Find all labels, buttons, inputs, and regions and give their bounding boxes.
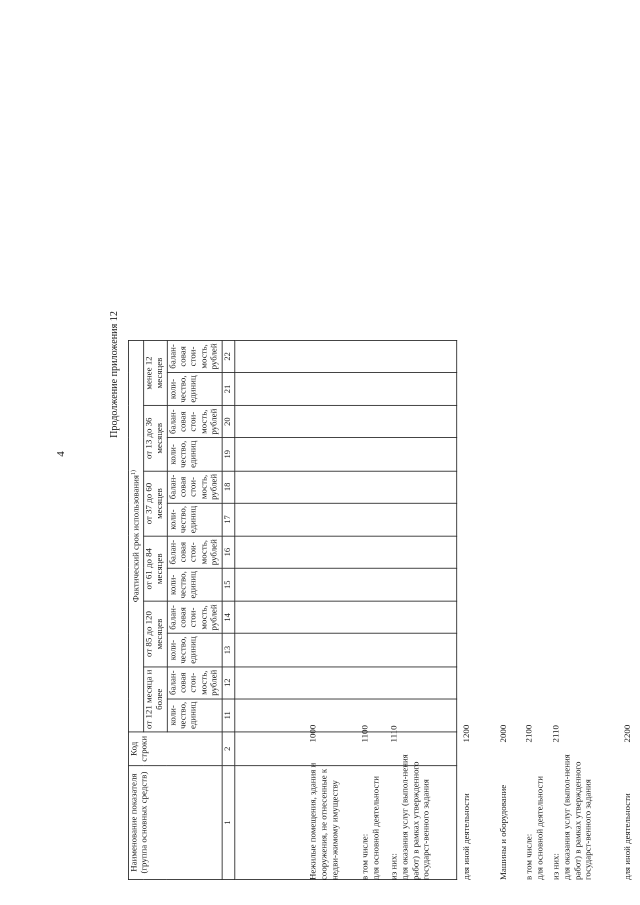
body-column — [234, 601, 456, 633]
subheader-quantity: коли- чество, единиц — [167, 699, 222, 732]
column-number: 22 — [222, 340, 235, 372]
row-code: 2110 — [551, 725, 561, 743]
period-header: от 37 до 60 месяцев — [144, 471, 167, 536]
subheader-quantity: коли- чество, единиц — [167, 503, 222, 536]
body-column — [234, 536, 456, 568]
row-name: для иной деятельности — [623, 793, 633, 880]
column-number: 21 — [222, 372, 235, 405]
subheader-value: балан- совая стои- мость, рублей — [167, 340, 222, 372]
body-column — [234, 340, 456, 372]
header-name-cell — [128, 766, 221, 880]
row-name: Нежилые помещения, здания и сооружения, не отнесенные к недви-жимому имуществу — [308, 762, 340, 880]
period-header: от 85 до 120 месяцев — [144, 601, 167, 666]
column-number: 13 — [222, 633, 235, 666]
appendix-note: Продолжение приложения 12 — [107, 311, 120, 438]
subheader-quantity: коли- чество, единиц — [167, 438, 222, 471]
body-column — [234, 372, 456, 405]
body-column — [234, 471, 456, 503]
body-column — [234, 667, 456, 699]
column-number: 11 — [222, 699, 235, 732]
column-number: 16 — [222, 536, 235, 568]
row-code: 2200 — [623, 724, 633, 743]
column-number: 12 — [222, 667, 235, 699]
column-number: 15 — [222, 568, 235, 601]
column-number: 1 — [222, 766, 235, 880]
column-number: 18 — [222, 471, 235, 503]
body-column — [234, 406, 456, 438]
row-name: Машины и оборудование — [499, 784, 509, 880]
subheader-quantity: коли- чество, единиц — [167, 568, 222, 601]
row-code: 1100 — [360, 725, 371, 743]
row-code: 1110 — [389, 725, 399, 743]
period-header: от 13 до 36 месяцев — [144, 406, 167, 471]
row-code: 1000 — [308, 724, 318, 743]
row-name: из них: для оказания услуг (выпол-нения работ) в рамках утвержденного государст-венного задания — [389, 754, 432, 880]
page-number: 4 — [54, 451, 67, 457]
subheader-quantity: коли- чество, единиц — [167, 372, 222, 405]
column-number: 19 — [222, 438, 235, 471]
body-column — [234, 633, 456, 666]
row-code: 2100 — [524, 724, 534, 743]
group-header-cell — [128, 340, 143, 732]
row-name: из них: для оказания услуг (выпол-нения работ) в рамках утвержденного государст-венного задания — [551, 754, 594, 880]
column-number: 14 — [222, 601, 235, 633]
subheader-value: балан- совая стои- мость, рублей — [167, 601, 222, 633]
header-name: Наименование показателя (группа основных средств) — [129, 771, 150, 874]
header-code: Код строки — [129, 735, 150, 762]
rotated-content — [96, 197, 633, 880]
subheader-value: балан- совая стои- мость, рублей — [167, 536, 222, 568]
header-code-cell — [128, 732, 221, 766]
period-header: менее 12 месяцев — [144, 340, 167, 405]
row-name: в том числе: для основной деятельности — [360, 775, 382, 880]
column-number: 17 — [222, 503, 235, 536]
body-column — [234, 699, 456, 732]
group-header-footnote: 1) — [129, 470, 137, 476]
body-column — [234, 568, 456, 601]
group-header: Фактический срок использования — [131, 475, 142, 603]
column-number-row — [222, 340, 235, 879]
period-header: от 121 месяца и более — [144, 667, 167, 732]
subheader-value: балан- совая стои- мость, рублей — [167, 471, 222, 503]
column-number: 2 — [222, 732, 235, 766]
body-column — [234, 503, 456, 536]
row-code: 1200 — [462, 724, 472, 743]
row-name: в том числе: для основной деятельности — [524, 775, 545, 880]
subheader-value: балан- совая стои- мость, рублей — [167, 406, 222, 438]
period-header: от 61 до 84 месяцев — [144, 536, 167, 601]
body-column — [234, 438, 456, 471]
row-name: для иной деятельности — [462, 793, 472, 880]
row-code: 2000 — [499, 724, 509, 743]
subheader-value: балан- совая стои- мость, рублей — [167, 667, 222, 699]
column-number: 20 — [222, 406, 235, 438]
subheader-quantity: коли- чество, единиц — [167, 633, 222, 666]
